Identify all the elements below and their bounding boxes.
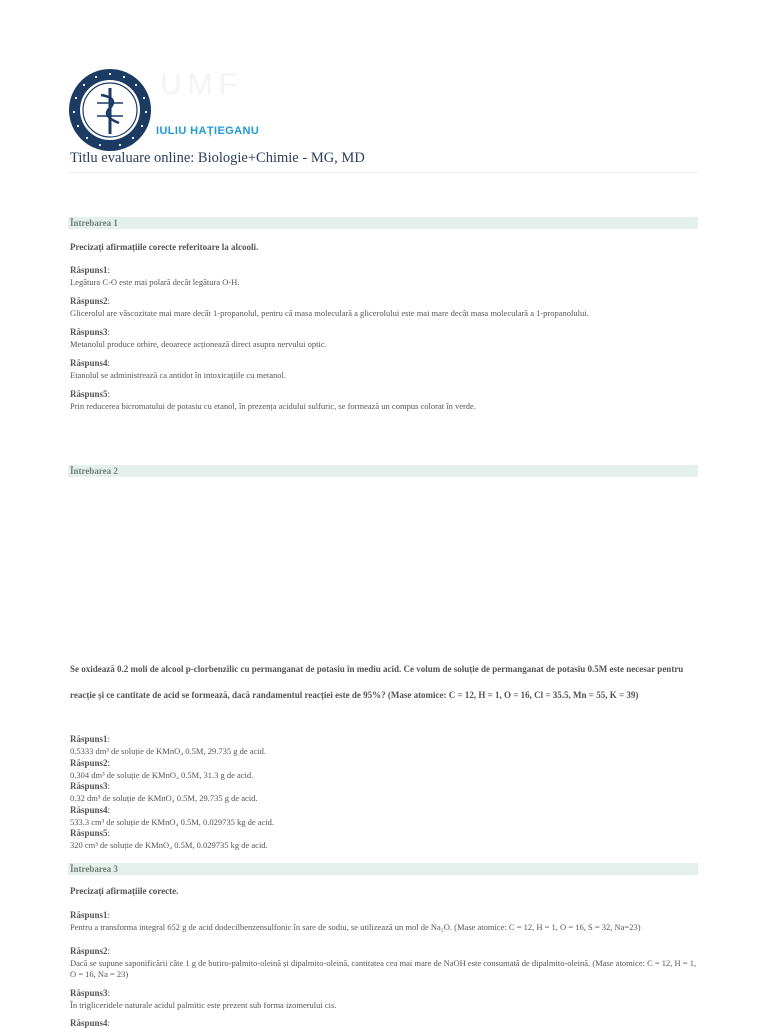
answer-text: 320 cm³ de soluție de KMnO₄ 0.5M, 0.029735 kg de acid.: [70, 840, 268, 850]
answer-text: Prin reducerea bicromatului de potasiu cu etanol, în prezența acidului sulfuric, se formează un compus colorat în verde.: [70, 401, 476, 411]
answer-text: 0.304 dm³ de soluție de KMnO₄ 0.5M, 31.3 g de acid.: [70, 770, 254, 780]
answer-label: Răspuns5:: [70, 389, 111, 399]
answer-label: Răspuns4:: [70, 358, 111, 368]
answer-text: Pentru a transforma integral 652 g de acid dodecilbenzensulfonic în sare de sodiu, se utilizează un mol de Na₂O. (Mase atomice: C = 12, H = 1, O = 16, S = 32, Na=23): [70, 922, 641, 932]
answer-label: Răspuns5:: [70, 828, 111, 838]
answer-label: Răspuns3:: [70, 988, 111, 998]
answer-text: Legătura C-O este mai polară decât legătura O-H.: [70, 277, 240, 287]
answer-label: Răspuns2:: [70, 296, 111, 306]
answer-label: Răspuns3:: [70, 327, 111, 337]
answer-text: Dacă se supune saponificării câte 1 g de butiro-palmito-oleină și dipalmito-oleină, cantitatea cea mai mare de NaOH este consumată de dipalmito-oleină. (Mase atomice: C = 12, H = 1, O = 16, Na = 23): [70, 958, 697, 979]
answer-label: Răspuns1:: [70, 265, 111, 275]
question-3-statement: Precizați afirmațiile corecte.: [70, 886, 179, 896]
answer-text: 0.5333 dm³ de soluție de KMnO₄ 0.5M, 29.735 g de acid.: [70, 746, 267, 756]
page-title: Titlu evaluare online: Biologie+Chimie - MG, MD: [70, 150, 365, 166]
question-1-statement: Precizați afirmațiile corecte referitoare la alcooli.: [70, 242, 259, 252]
answer-text: 533.3 cm³ de soluție de KMnO₄ 0.5M, 0.029735 kg de acid.: [70, 817, 275, 827]
answer-text: 0.32 dm³ de soluție de KMnO₄ 0.5M, 29.735 g de acid.: [70, 793, 258, 803]
university-seal-icon: [68, 68, 152, 152]
answer-label: Răspuns2:: [70, 758, 111, 768]
answer-label: Răspuns1:: [70, 910, 111, 920]
answer-label: Răspuns4:: [70, 805, 111, 815]
answer-label: Răspuns4:: [70, 1018, 111, 1028]
answer-label: Răspuns1:: [70, 734, 111, 744]
question-2-heading: Întrebarea 2: [68, 465, 698, 477]
answer-text: Glicerolul are vâscozitate mai mare decât 1-propanolul, pentru că masa moleculară a glicerolului este mai mare decât masa moleculară a 1-propanolului.: [70, 308, 589, 318]
logo-ghost-text: UMF: [160, 68, 243, 101]
question-2-statement: Se oxidează 0.2 moli de alcool p-clorbenzilic cu permanganat de potasiu în mediu acid. Ce volum de soluție de permanganat de potasiu 0.5M este necesar pentru reacție și ce cantitate de acid se formează, dacă randamentul reacției este de 95%? (Mase atomice: C = 12, H = 1, O = 16, Cl = 35.5, Mn = 55, K = 39): [70, 664, 684, 700]
answer-text: Metanolul produce orbire, deoarece acționează direct asupra nervului optic.: [70, 339, 327, 349]
question-1-heading: Întrebarea 1: [68, 217, 698, 229]
answer-label: Răspuns3:: [70, 781, 111, 791]
answer-text: Etanolul se administrează ca antidot în intoxicațiile cu metanol.: [70, 370, 286, 380]
answer-label: Răspuns2:: [70, 946, 111, 956]
answer-text: În trigliceridele naturale acidul palmitic este prezent sub forma izomerului cis.: [70, 1000, 337, 1010]
question-3-heading: Întrebarea 3: [68, 863, 698, 875]
university-logo: [68, 68, 268, 158]
title-divider: [68, 172, 698, 173]
university-name: IULIU HAȚIEGANU: [156, 125, 260, 137]
